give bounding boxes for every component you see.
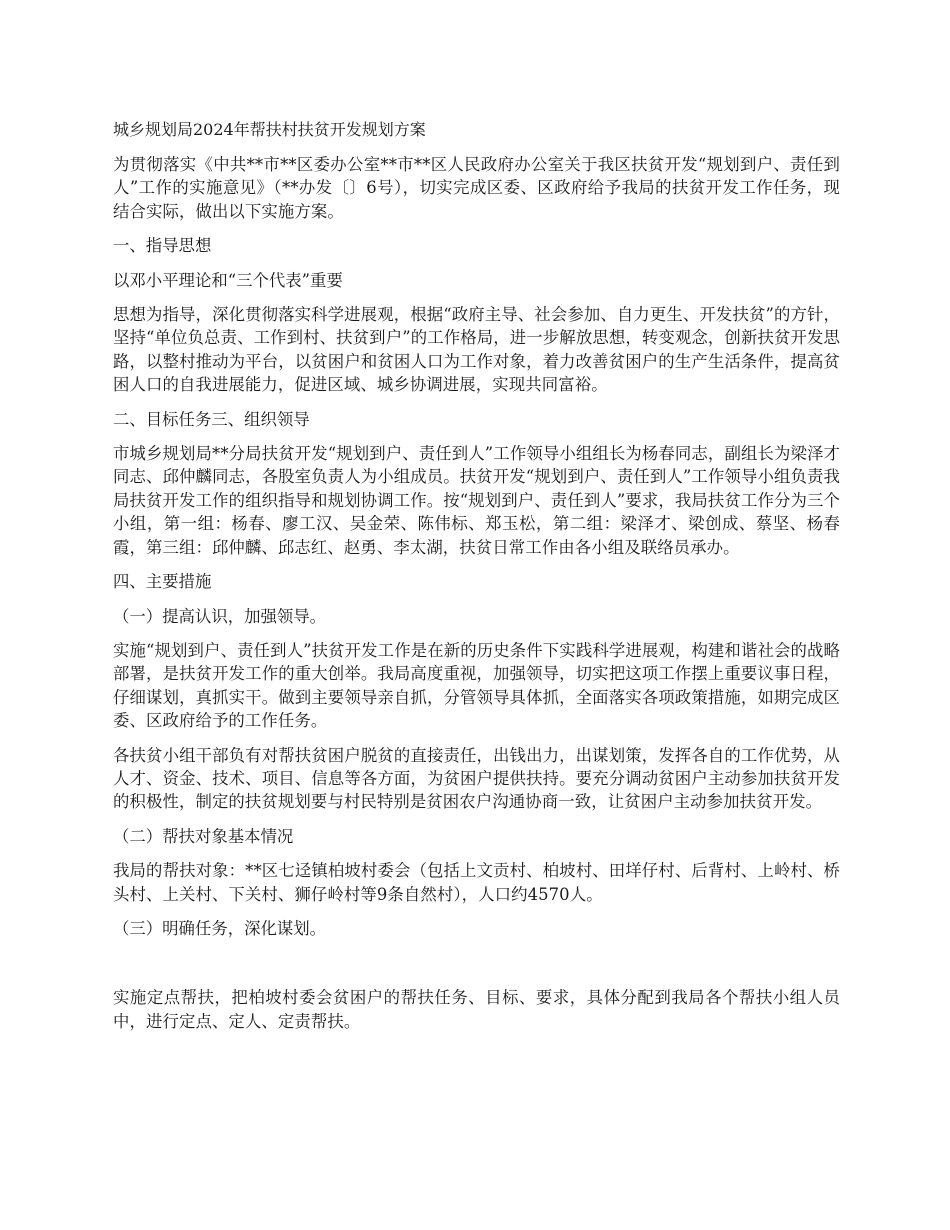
document-title: 城乡规划局2024年帮扶村扶贫开发规划方案 [113,120,426,139]
subsection-heading-awareness: （一）提高认识，加强领导。 [113,606,327,626]
document-page [113,118,840,1044]
section-heading-main-measures: 四、主要措施 [113,572,212,592]
target-situation-paragraph: 我局的帮扶对象：**区七迳镇柏坡村委会（包括上文贡村、柏坡村、田垟仔村、后背村、上岭村、桥头村、上关村、下关村、狮仔岭村等9条自然村），人口约4570人。 [113,861,840,904]
awareness-paragraph-2: 各扶贫小组干部负有对帮扶贫困户脱贫的直接责任，出钱出力，出谋划策，发挥各自的工作优势，从人才、资金、技术、项目、信息等各方面，为贫困户提供扶持。要充分调动贫困户主动参加扶贫开发的积极性，制定的扶贫规划要与村民特别是贫困农户沟通协商一致，让贫困户主动参加扶贫开发。 [113,745,840,812]
clarify-tasks-paragraph: 实施定点帮扶，把柏坡村委会贫困户的帮扶任务、目标、要求，具体分配到我局各个帮扶小组人员中，进行定点、定人、定责帮扶。 [113,988,840,1031]
intro-paragraph: 为贯彻落实《中共**市**区委办公室**市**区人民政府办公室关于我区扶贫开发“规划到户、责任到人”工作的实施意见》（**办发〔〕6号），切实完成区委、区政府给予我局的扶贫开发工作任务，现结合实际，做出以下实施方案。 [113,155,840,221]
subsection-heading-clarify-tasks: （三）明确任务，深化谋划。 [113,918,327,938]
awareness-paragraph-1: 实施“规划到户、责任到人”扶贫开发工作是在新的历史条件下实践科学进展观，构建和谐社会的战略部署，是扶贫开发工作的重大创举。我局高度重视，加强领导，切实把这项工作摆上重要议事日程，仔细谋划，真抓实干。做到主要领导亲自抓，分管领导具体抓，全面落实各项政策措施，如期完成区委、区政府给予的工作任务。 [113,640,840,731]
section-heading-goals-organization: 二、目标任务三、组织领导 [113,409,310,429]
subsection-heading-target-situation: （二）帮扶对象基本情况 [113,826,294,846]
section-lead-line: 以邓小平理论和“三个代表”重要 [113,270,343,290]
guiding-ideology-paragraph: 思想为指导，深化贯彻落实科学进展观，根据“政府主导、社会参加、自力更生、开发扶贫”的方针，坚持“单位负总责、工作到村、扶贫到户”的工作格局，进一步解放思想，转变观念，创新扶贫开发思路，以整村推动为平台，以贫困户和贫困人口为工作对象，着力改善贫困户的生产生活条件，提高贫困人口的自我进展能力，促进区域、城乡协调进展，实现共同富裕。 [113,305,840,395]
section-heading-guiding-ideology: 一、指导思想 [113,236,212,256]
organization-paragraph: 市城乡规划局**分局扶贫开发“规划到户、责任到人”工作领导小组组长为杨春同志，副组长为梁泽才同志、邱仲麟同志，各股室负责人为小组成员。扶贫开发“规划到户、责任到人”工作领导小组负责我局扶贫开发工作的组织指导和规划协调工作。按“规划到户、责任到人”要求，我局扶贫工作分为三个小组，第一组：杨春、廖工汉、吴金荣、陈伟标、郑玉松，第二组：梁泽才、梁创成、蔡坚、杨春霞，第三组：邱仲麟、邱志红、赵勇、李太湖，扶贫日常工作由各小组及联络员承办。 [113,444,840,557]
blank-spacing [113,951,840,986]
